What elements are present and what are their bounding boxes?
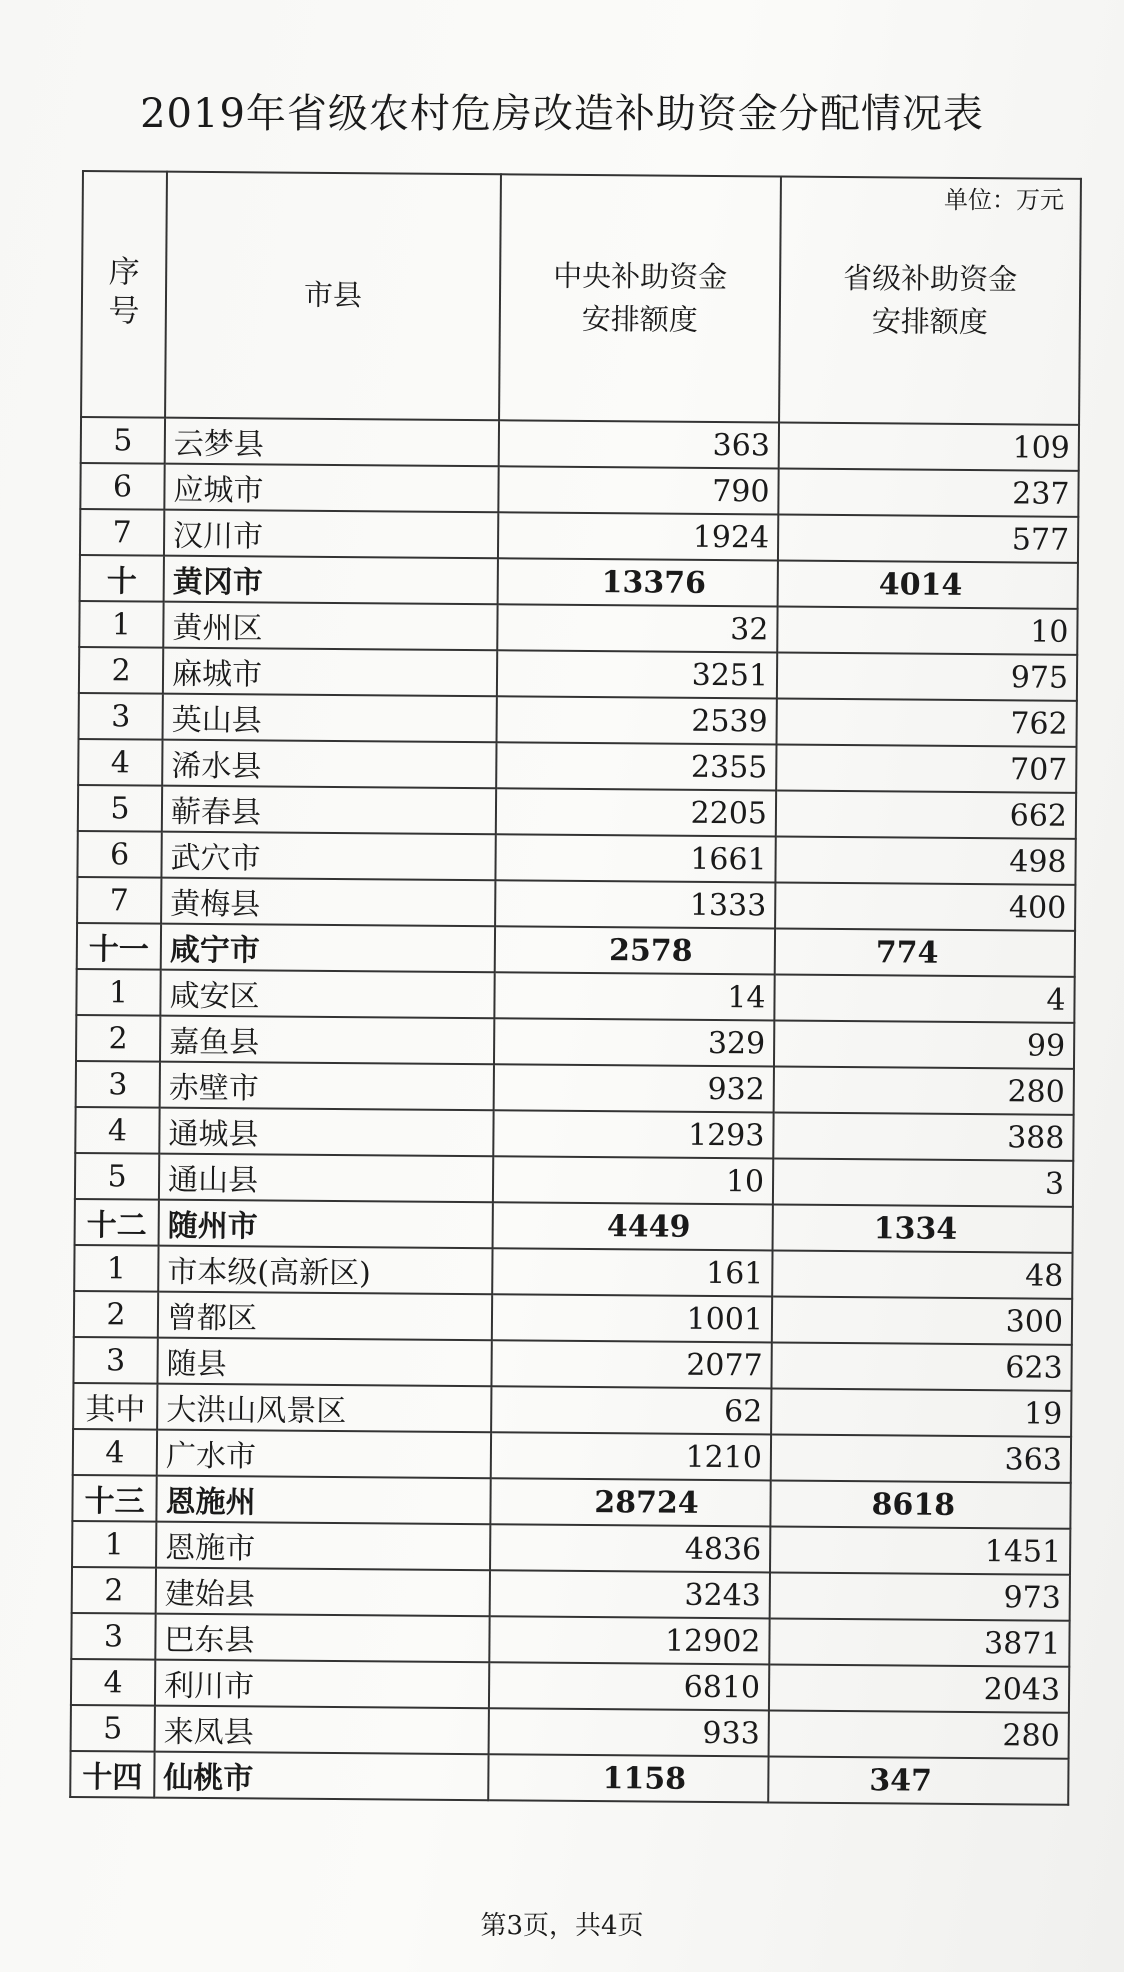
table-row (77, 877, 1075, 931)
document-title: 2019年省级农村危房改造补助资金分配情况表 (140, 91, 984, 137)
row-seq: 2 (72, 1567, 156, 1614)
row-central: 329 (494, 1018, 774, 1066)
header-county: 市县 (165, 172, 501, 421)
row-provincial: 3 (773, 1158, 1073, 1206)
row-seq: 十二 (75, 1199, 159, 1246)
table-row (79, 693, 1077, 747)
row-central: 1293 (493, 1110, 773, 1158)
row-name: 通城县 (159, 1108, 493, 1157)
row-name: 市本级(高新区) (158, 1246, 492, 1295)
table-group-row (75, 1199, 1073, 1253)
row-name: 建始县 (156, 1568, 490, 1617)
table-row (76, 969, 1074, 1023)
row-seq: 十一 (77, 923, 161, 970)
row-central: 2578 (495, 926, 775, 974)
row-name: 咸宁市 (161, 924, 495, 973)
row-seq: 十 (80, 555, 164, 602)
header-central (499, 174, 781, 422)
row-name: 应城市 (164, 464, 498, 513)
row-seq: 6 (77, 831, 161, 878)
row-seq: 其中 (73, 1383, 157, 1430)
row-seq: 7 (77, 877, 161, 924)
row-provincial: 3871 (769, 1618, 1069, 1666)
table-row (78, 739, 1076, 793)
row-provincial: 363 (771, 1434, 1071, 1482)
row-provincial: 577 (778, 514, 1078, 562)
row-provincial: 19 (771, 1388, 1071, 1436)
table-row (78, 785, 1076, 839)
row-provincial: 975 (777, 652, 1077, 700)
page-footer: 第3页，共4页 (480, 1911, 644, 1941)
table-header-row (81, 171, 1081, 425)
row-provincial: 99 (774, 1020, 1074, 1068)
row-seq: 1 (79, 601, 163, 648)
row-provincial: 707 (776, 744, 1076, 792)
row-central: 1001 (492, 1294, 772, 1342)
row-name: 来凤县 (155, 1706, 489, 1755)
table-group-row (70, 1751, 1068, 1805)
row-provincial: 10 (777, 606, 1077, 654)
table-row (72, 1567, 1070, 1621)
table-row (80, 463, 1078, 517)
row-provincial: 8618 (770, 1480, 1070, 1528)
row-seq: 4 (75, 1107, 159, 1154)
row-name: 广水市 (157, 1430, 491, 1479)
row-central: 4449 (493, 1202, 773, 1250)
row-central: 161 (492, 1248, 772, 1296)
header-seq (81, 171, 167, 418)
table-row (73, 1337, 1071, 1391)
row-name: 恩施州 (156, 1476, 490, 1525)
row-provincial: 662 (776, 790, 1076, 838)
row-provincial: 400 (775, 882, 1075, 930)
row-central: 2077 (491, 1340, 771, 1388)
row-name: 浠水县 (162, 740, 496, 789)
row-seq: 十四 (70, 1751, 154, 1798)
row-provincial: 774 (775, 928, 1075, 976)
table-row (71, 1659, 1069, 1713)
row-seq: 5 (75, 1153, 159, 1200)
row-seq: 5 (71, 1705, 155, 1752)
row-central: 1210 (491, 1432, 771, 1480)
row-name: 恩施市 (156, 1522, 490, 1571)
row-provincial: 300 (772, 1296, 1072, 1344)
row-central: 363 (499, 420, 779, 468)
row-provincial: 4014 (778, 560, 1078, 608)
row-name: 嘉鱼县 (160, 1016, 494, 1065)
row-name: 随县 (157, 1338, 491, 1387)
row-name: 武穴市 (161, 832, 495, 881)
row-seq: 3 (73, 1337, 157, 1384)
row-provincial: 4 (774, 974, 1074, 1022)
row-provincial: 280 (769, 1710, 1069, 1758)
row-name: 通山县 (159, 1154, 493, 1203)
row-seq: 3 (79, 693, 163, 740)
row-central: 4836 (490, 1524, 770, 1572)
table-row (73, 1383, 1071, 1437)
table-row (79, 601, 1077, 655)
table-row (75, 1107, 1073, 1161)
row-provincial: 280 (774, 1066, 1074, 1114)
row-seq: 3 (71, 1613, 155, 1660)
row-seq: 3 (76, 1061, 160, 1108)
row-provincial: 1334 (773, 1204, 1073, 1252)
row-seq: 7 (80, 509, 164, 556)
row-provincial: 388 (773, 1112, 1073, 1160)
row-central: 28724 (490, 1478, 770, 1526)
unit-label: 单位：万元 (944, 186, 1064, 214)
row-central: 1158 (488, 1754, 768, 1802)
table-body (70, 417, 1079, 1805)
row-name: 云梦县 (165, 418, 499, 467)
row-central: 10 (493, 1156, 773, 1204)
table-row (73, 1429, 1071, 1483)
row-name: 麻城市 (163, 648, 497, 697)
row-central: 1333 (495, 880, 775, 928)
table-group-row (77, 923, 1075, 977)
row-central: 32 (497, 604, 777, 652)
table-row (76, 1015, 1074, 1069)
table-row (71, 1613, 1069, 1667)
row-name: 利川市 (155, 1660, 489, 1709)
row-central: 3243 (490, 1570, 770, 1618)
row-name: 大洪山风景区 (157, 1384, 491, 1433)
table-row (76, 1061, 1074, 1115)
row-name: 仙桃市 (154, 1752, 488, 1801)
row-name: 汉川市 (164, 510, 498, 559)
row-provincial: 1451 (770, 1526, 1070, 1574)
row-name: 蕲春县 (162, 786, 496, 835)
header-seq-label: 序号 (108, 254, 140, 330)
row-name: 黄冈市 (164, 556, 498, 605)
row-seq: 2 (74, 1291, 158, 1338)
row-name: 咸安区 (160, 970, 494, 1019)
table-group-row (72, 1475, 1070, 1529)
row-seq: 5 (81, 417, 165, 464)
row-provincial: 109 (779, 422, 1079, 470)
table-row (80, 509, 1078, 563)
row-provincial: 623 (771, 1342, 1071, 1390)
row-central: 2539 (497, 696, 777, 744)
row-name: 赤壁市 (160, 1062, 494, 1111)
row-name: 黄梅县 (161, 878, 495, 927)
row-name: 巴东县 (155, 1614, 489, 1663)
row-provincial: 237 (778, 468, 1078, 516)
row-seq: 1 (74, 1245, 158, 1292)
row-central: 2205 (496, 788, 776, 836)
header-central-label: 中央补助资金安排额度 (553, 258, 728, 337)
row-seq: 4 (78, 739, 162, 786)
row-seq: 4 (73, 1429, 157, 1476)
row-seq: 2 (79, 647, 163, 694)
row-name: 黄州区 (163, 602, 497, 651)
row-provincial: 498 (775, 836, 1075, 884)
row-name: 随州市 (159, 1200, 493, 1249)
row-central: 1661 (495, 834, 775, 882)
row-provincial: 973 (770, 1572, 1070, 1620)
table-row (81, 417, 1079, 471)
row-central: 932 (494, 1064, 774, 1112)
table-row (75, 1153, 1073, 1207)
row-central: 3251 (497, 650, 777, 698)
row-central: 12902 (489, 1616, 769, 1664)
table-group-row (80, 555, 1078, 609)
allocation-table (69, 170, 1082, 1806)
row-central: 13376 (498, 558, 778, 606)
header-provincial-label: 省级补助资金安排额度 (843, 260, 1018, 340)
row-seq: 4 (71, 1659, 155, 1706)
row-seq: 6 (80, 463, 164, 510)
row-seq: 2 (76, 1015, 160, 1062)
table-row (74, 1291, 1072, 1345)
header-provincial (779, 176, 1081, 424)
table-row (77, 831, 1075, 885)
table-row (72, 1521, 1070, 1575)
row-central: 6810 (489, 1662, 769, 1710)
row-seq: 1 (76, 969, 160, 1016)
row-central: 1924 (498, 512, 778, 560)
row-name: 英山县 (163, 694, 497, 743)
row-central: 14 (494, 972, 774, 1020)
row-seq: 5 (78, 785, 162, 832)
row-central: 790 (498, 466, 778, 514)
row-seq: 1 (72, 1521, 156, 1568)
row-provincial: 48 (772, 1250, 1072, 1298)
row-provincial: 347 (768, 1756, 1068, 1804)
table-row (74, 1245, 1072, 1299)
row-central: 62 (491, 1386, 771, 1434)
row-provincial: 762 (777, 698, 1077, 746)
row-seq: 十三 (72, 1475, 156, 1522)
row-provincial: 2043 (769, 1664, 1069, 1712)
row-central: 2355 (496, 742, 776, 790)
table-row (79, 647, 1077, 701)
row-central: 933 (489, 1708, 769, 1756)
row-name: 曾都区 (158, 1292, 492, 1341)
table-row (71, 1705, 1069, 1759)
